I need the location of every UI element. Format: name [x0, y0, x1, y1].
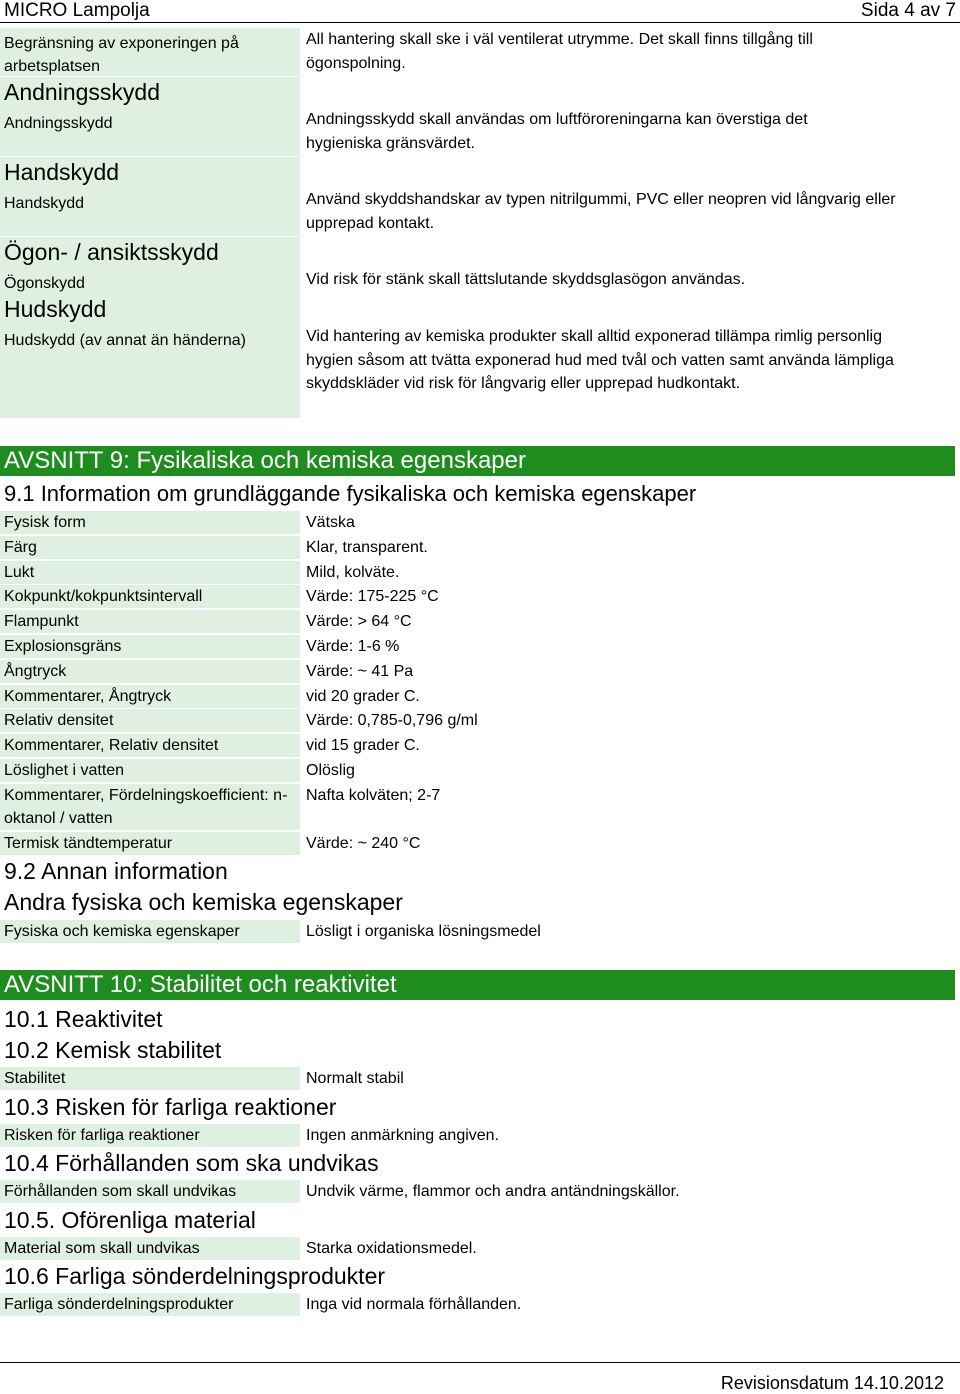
prop-value-4: Värde: > 64 °C	[306, 613, 412, 630]
subsection-9-2-title: 9.2 Annan information	[4, 858, 228, 884]
prop-value-7: vid 20 grader C.	[306, 688, 420, 705]
prop-label-0: Fysisk form	[0, 511, 300, 534]
prop-label-2: Lukt	[0, 561, 300, 584]
document-title: MICRO Lampolja	[4, 0, 150, 21]
prop-label-1: Färg	[0, 536, 300, 559]
hand-label: Handskydd	[0, 188, 300, 236]
prop-label-12: Termisk tändtemperatur	[0, 832, 300, 855]
prop-label-5: Explosionsgräns	[0, 635, 300, 658]
exposure-value: All hantering skall ske i väl ventilerat utrymme. Det skall finns tillgång till ögonspolning.	[306, 31, 813, 72]
stability-label: Stabilitet	[0, 1067, 300, 1090]
materials-label: Material som skall undvikas	[0, 1237, 300, 1260]
header-divider	[0, 22, 960, 23]
prop-label-8: Relativ densitet	[0, 709, 300, 732]
prop-value-5: Värde: 1-6 %	[306, 638, 400, 655]
hand-heading: Handskydd	[0, 157, 300, 188]
prop-label-9: Kommentarer, Relativ densitet	[0, 734, 300, 757]
decomposition-label: Farliga sönderdelningsprodukter	[0, 1293, 300, 1316]
risk-value: Ingen anmärkning angiven.	[306, 1127, 500, 1144]
prop-value-6: Värde: ~ 41 Pa	[306, 663, 414, 680]
prop-value-0: Vätska	[306, 514, 355, 531]
prop-value-1: Klar, transparent.	[306, 539, 428, 556]
eye-value: Vid risk för stänk skall tättslutande skyddsglasögon användas.	[306, 271, 746, 288]
other-properties-heading: Andra fysiska och kemiska egenskaper	[4, 889, 403, 915]
prop-label-6: Ångtryck	[0, 660, 300, 683]
subsection-10-6-title: 10.6 Farliga sönderdelningsprodukter	[4, 1263, 386, 1289]
respiratory-heading: Andningsskydd	[0, 77, 300, 108]
respiratory-label: Andningsskydd	[0, 108, 300, 156]
eye-label: Ögonskydd	[0, 268, 300, 296]
prop-label-3: Kokpunkt/kokpunktsintervall	[0, 585, 300, 608]
prop-value-10: Olöslig	[306, 762, 355, 779]
subsection-10-4-title: 10.4 Förhållanden som ska undvikas	[4, 1150, 379, 1176]
skin-label: Hudskydd (av annat än händerna)	[0, 325, 300, 418]
skin-value: Vid hantering av kemiska produkter skall alltid exponerad tillämpa rimlig personlig hygien såsom att tvätta exponerad hud med tvål och vatten samt använda lämpliga skyddskläder vid risk för långvarig eller upprepad hudkontakt.	[306, 328, 894, 392]
stability-value: Normalt stabil	[306, 1070, 404, 1087]
section-9-header: AVSNITT 9: Fysikaliska och kemiska egenskaper	[0, 446, 955, 476]
subsection-10-1-title: 10.1 Reaktivitet	[4, 1006, 163, 1032]
prop-value-8: Värde: 0,785-0,796 g/ml	[306, 712, 478, 729]
prop-label-4: Flampunkt	[0, 610, 300, 633]
eye-heading: Ögon- / ansiktsskydd	[0, 237, 300, 268]
prop-label-11: Kommentarer, Fördelningskoefficient: n-oktanol / vatten	[0, 784, 300, 830]
prop-value-12: Värde: ~ 240 °C	[306, 835, 421, 852]
prop-label-10: Löslighet i vatten	[0, 759, 300, 782]
other-props-label: Fysiska och kemiska egenskaper	[0, 920, 300, 943]
subsection-10-3-title: 10.3 Risken för farliga reaktioner	[4, 1094, 337, 1120]
hand-value: Använd skyddshandskar av typen nitrilgummi, PVC eller neopren vid långvarig eller upprepad kontakt.	[306, 191, 896, 232]
prop-value-11: Nafta kolväten; 2-7	[306, 787, 441, 804]
skin-heading: Hudskydd	[0, 294, 300, 325]
exposure-label: Begränsning av exponeringen på arbetsplatsen	[0, 28, 300, 76]
conditions-label: Förhållanden som skall undvikas	[0, 1180, 300, 1203]
conditions-value: Undvik värme, flammor och andra antändningskällor.	[306, 1183, 680, 1200]
respiratory-value: Andningsskydd skall användas om luftföroreningarna kan överstiga det hygieniska gränsvärdet.	[306, 111, 808, 152]
materials-value: Starka oxidationsmedel.	[306, 1240, 477, 1257]
prop-label-7: Kommentarer, Ångtryck	[0, 685, 300, 708]
section-10-header: AVSNITT 10: Stabilitet och reaktivitet	[0, 970, 955, 1000]
footer-divider	[0, 1362, 960, 1363]
risk-label: Risken för farliga reaktioner	[0, 1124, 300, 1147]
prop-value-2: Mild, kolväte.	[306, 564, 400, 581]
subsection-10-2-title: 10.2 Kemisk stabilitet	[4, 1037, 222, 1063]
prop-value-3: Värde: 175-225 °C	[306, 588, 439, 605]
subsection-10-5-title: 10.5. Oförenliga material	[4, 1207, 256, 1233]
other-props-value: Lösligt i organiska lösningsmedel	[306, 923, 541, 940]
revision-date: Revisionsdatum 14.10.2012	[720, 1373, 944, 1393]
prop-value-9: vid 15 grader C.	[306, 737, 420, 754]
subsection-9-1-title: 9.1 Information om grundläggande fysikaliska och kemiska egenskaper	[4, 481, 697, 506]
decomposition-value: Inga vid normala förhållanden.	[306, 1296, 522, 1313]
page-number: Sida 4 av 7	[860, 0, 956, 21]
